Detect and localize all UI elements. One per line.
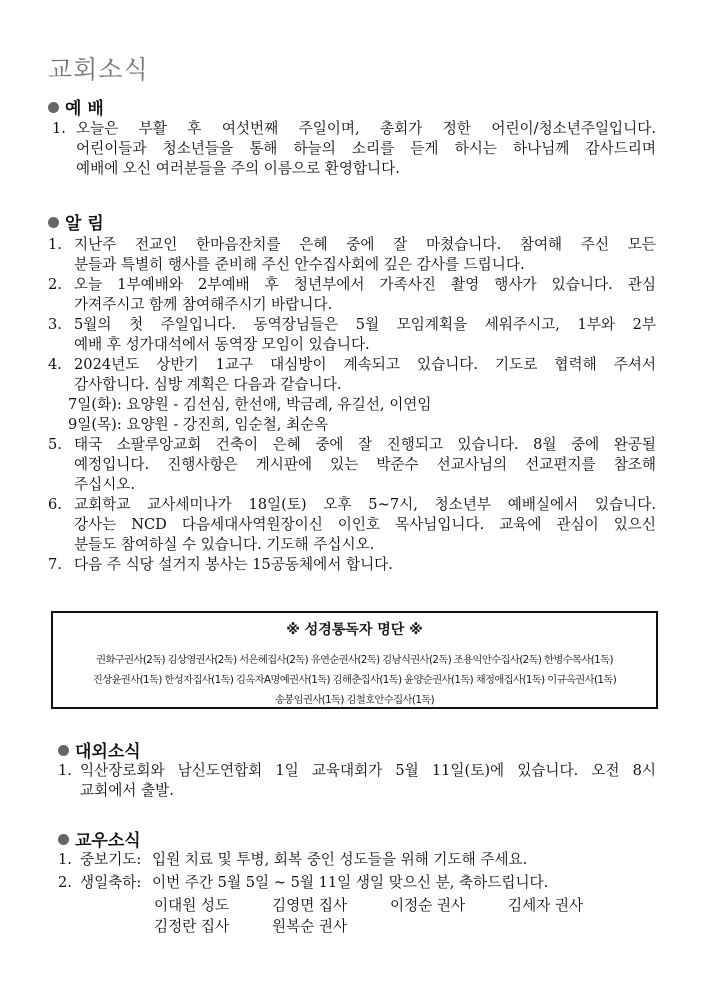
item-line: 오늘은 부활 후 여섯번째 주일이며, 총회가 정한 어린이/청소년주일입니다. xyxy=(76,120,656,137)
item-line: 2024년도 상반기 1교구 대심방이 계속되고 있습니다. 기도로 협력해 주셔서 xyxy=(74,356,656,373)
bullet-icon xyxy=(48,217,59,228)
item-number: 7. xyxy=(48,556,62,573)
item-number: 3. xyxy=(48,316,62,333)
item-line: 주십시오. xyxy=(74,476,136,493)
item-line: 지난주 전교인 한마음잔치를 은혜 중에 잘 마쳤습니다. 참여해 주신 모든 xyxy=(74,236,656,253)
item-line: 강사는 NCD 다음세대사역원장이신 이인호 목사님입니다. 교육에 관심이 있으신 xyxy=(74,516,656,533)
item-line: 9일(목): 요양원 - 강진희, 임순철, 최순옥 xyxy=(68,416,329,433)
item-line: 오늘 1부예배와 2부예배 후 청년부에서 가족사진 촬영 행사가 있습니다. 관심 xyxy=(74,276,656,293)
external-heading-text: 대외소식 xyxy=(75,742,141,762)
item-line: 교회학교 교사세미나가 18일(토) 오후 5~7시, 청소년부 예배실에서 있습니다. xyxy=(74,496,656,513)
birthday-label: 생일축하: xyxy=(80,874,142,891)
item-line: 예배에 오신 여러분들을 주의 이름으로 환영합니다. xyxy=(76,160,400,177)
item-number: 1. xyxy=(48,236,62,253)
item-line: 예정입니다. 진행사항은 게시판에 있는 박준수 선교사님의 선교편지를 참조해 xyxy=(74,456,656,473)
item-number: 4. xyxy=(48,356,62,373)
birthday-name: 김세자 권사 xyxy=(508,897,584,914)
birthday-text: 이번 주간 5월 5일 ~ 5월 11일 생일 맞으신 분, 축하드립니다. xyxy=(152,874,549,891)
members-heading xyxy=(58,826,141,851)
members-heading-text: 교우소식 xyxy=(75,831,141,851)
bullet-icon xyxy=(58,745,69,756)
bullet-icon xyxy=(58,834,69,845)
roster-line-2: 진상윤권사(1독) 한성자집사(1독) 김옥자A명예권사(1독) 김해춘집사(1독) 윤양순권사(1독) 채정애집사(1독) 이규옥권사(1독) xyxy=(92,674,617,686)
announcements-heading-text: 알 림 xyxy=(65,214,104,234)
birthday-name: 이정순 권사 xyxy=(390,897,466,914)
worship-heading-text: 예 배 xyxy=(65,99,104,119)
item-line: 분들과 특별히 행사를 준비해 주신 안수집사회에 깊은 감사를 드립니다. xyxy=(74,256,525,273)
prayer-num: 1. xyxy=(58,851,72,868)
item-line: 태국 소팔루앙교회 건축이 은혜 중에 잘 진행되고 있습니다. 8월 중에 완공될 xyxy=(74,436,656,453)
bullet-icon xyxy=(48,102,59,113)
birthday-name: 이대원 성도 xyxy=(154,897,230,914)
roster-line-1: 권화구권사(2독) 김상영권사(2독) 서은혜집사(2독) 유연순권사(2독) 김남식권사(2독) 조용익안수집사(2독) 한병수목사(1독) xyxy=(96,654,613,666)
page-title: 교회소식 xyxy=(48,55,149,84)
prayer-label: 중보기도: xyxy=(80,851,142,868)
item-number: 1. xyxy=(58,762,72,779)
item-number: 5. xyxy=(48,436,62,453)
prayer-text: 입원 치료 및 투병, 회복 중인 성도들을 위해 기도해 주세요. xyxy=(152,851,528,868)
roster-title: ※ 성경통독자 명단 ※ xyxy=(286,622,423,638)
external-heading xyxy=(58,737,141,762)
birthday-name: 김영면 집사 xyxy=(272,897,348,914)
item-number: 2. xyxy=(48,276,62,293)
item-line: 5월의 첫 주일입니다. 동역장님들은 5월 모임계획을 세워주시고, 1부와 2부 xyxy=(74,316,656,333)
item-line: 예배 후 성가대석에서 동역장 모임이 있습니다. xyxy=(74,336,370,353)
item-number: 1. xyxy=(52,120,66,137)
item-line: 어린이들과 청소년들을 통해 하늘의 소리를 듣게 하시는 하나님께 감사드리며 xyxy=(76,140,656,157)
announcements-heading xyxy=(48,209,104,234)
item-line: 익산장로회와 남신도연합회 1일 교육대회가 5월 11일(토)에 있습니다. 오전 8시 xyxy=(80,762,656,779)
worship-heading xyxy=(48,94,104,119)
bible-reading-roster xyxy=(51,611,658,709)
birthday-name: 원복순 권사 xyxy=(272,918,348,935)
item-line: 7일(화): 요양원 - 김선심, 한선애, 박금례, 유길선, 이연임 xyxy=(68,396,432,413)
item-number: 6. xyxy=(48,496,62,513)
item-line: 다음 주 식당 설거지 봉사는 15공동체에서 합니다. xyxy=(74,556,393,573)
birthday-name: 김정란 집사 xyxy=(154,918,230,935)
item-line: 가져주시고 함께 참여해주시기 바랍니다. xyxy=(74,296,333,313)
item-line: 교회에서 출발. xyxy=(80,782,174,799)
roster-line-3: 송봉임권사(1독) 김철호안수집사(1독) xyxy=(274,694,435,706)
birthday-num: 2. xyxy=(58,874,72,891)
item-line: 분들도 참여하실 수 있습니다. 기도해 주십시오. xyxy=(74,536,375,553)
item-line: 감사합니다. 심방 계획은 다음과 같습니다. xyxy=(74,376,342,393)
